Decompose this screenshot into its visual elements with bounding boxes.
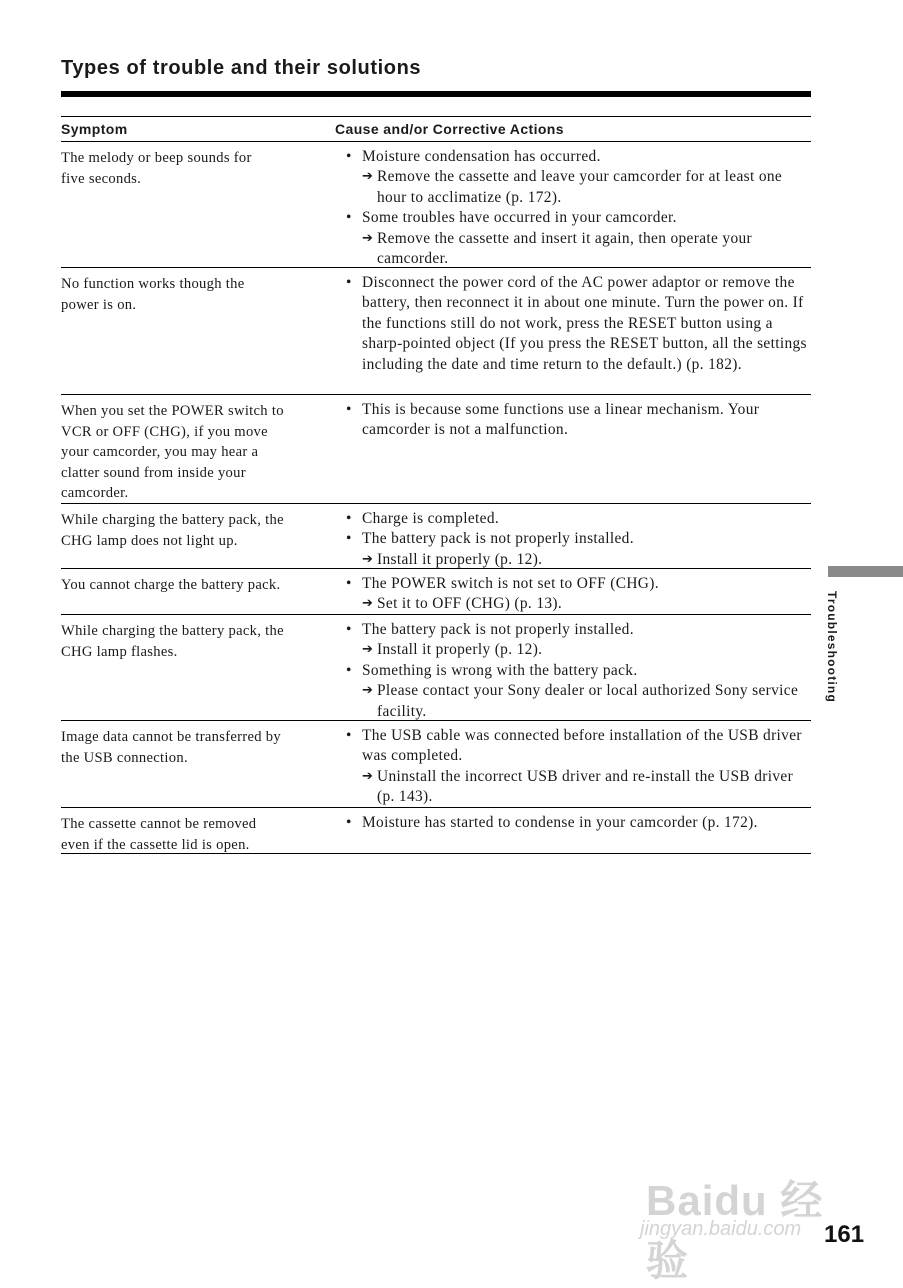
title-rule [61,91,811,97]
bullet-icon: • [346,621,352,638]
cause-bullet [335,529,811,549]
arrow-right-icon: ➔ [362,230,374,246]
cause-bullet [335,273,811,375]
table-row [61,504,811,569]
cause-bullet [335,661,811,681]
table-row [61,721,811,808]
bullet-icon: • [346,401,352,418]
symptom-line: You cannot charge the battery pack. [61,577,281,593]
symptom-line: Image data cannot be transferred by [61,729,281,745]
symptom-line: While charging the battery pack, the [61,512,284,528]
bullet-icon: • [346,530,352,548]
cause-text: Charge is completed. [362,510,500,527]
symptom-line: even if the cassette lid is open. [61,836,250,853]
symptom-line: camcorder. [61,485,129,501]
symptom-cell [61,395,335,503]
cause-text: Moisture condensation has occurred. [362,148,601,165]
action-text: Uninstall the incorrect USB driver and re-install the USB driver (p. 143). [377,767,794,806]
corrective-action [335,594,811,614]
table-row [61,268,811,395]
cause-cell [335,615,811,720]
cause-text: Disconnect the power cord of the AC power adaptor or remove the battery, then reconnect it in about one minute. Turn the power on. If the functions still do not work, press the RESET button using a sharp-pointed object (If you press the RESET button, all the settings including the date and time return to the default.) (p. 182). [362,274,807,373]
trouble-table [61,116,811,854]
symptom-line: five seconds. [61,170,142,187]
arrow-right-icon: ➔ [362,683,374,699]
symptom-line: CHG lamp flashes. [61,643,178,660]
arrow-right-icon: ➔ [362,768,374,784]
symptom-line: VCR or OFF (CHG), if you move [61,423,268,440]
arrow-right-icon: ➔ [362,551,374,567]
cause-text: This is because some functions use a linear mechanism. Your camcorder is not a malfunction. [362,401,760,439]
action-text: Remove the cassette and insert it again, then operate your camcorder. [377,229,753,268]
table-header [61,117,811,142]
symptom-line: clatter sound from inside your [61,464,246,481]
symptom-line: CHG lamp does not light up. [61,532,238,549]
bullet-icon: • [346,727,352,744]
corrective-action [335,681,811,722]
table-row [61,395,811,504]
watermark-url: jingyan.baidu.com [640,1218,802,1240]
bullet-icon: • [346,661,352,679]
page-number: 161 [824,1221,865,1248]
cause-text: The USB cable was connected before installation of the USB driver was completed. [362,727,802,765]
arrow-right-icon: ➔ [362,596,374,612]
action-text: Install it properly (p. 12). [377,550,543,568]
bullet-icon: • [346,274,352,291]
cause-cell [335,569,811,614]
symptom-line: While charging the battery pack, the [61,623,284,639]
symptom-cell [61,808,335,853]
symptom-cell [61,268,335,394]
cause-text: The battery pack is not properly installed. [362,621,634,638]
symptom-line: power is on. [61,296,137,313]
section-label: Troubleshooting [825,591,839,703]
symptom-cell [61,504,335,568]
cause-bullet [335,813,811,833]
cause-cell [335,721,811,807]
symptom-line: When you set the POWER switch to [61,403,284,419]
symptom-cell [61,615,335,720]
symptom-line: The cassette cannot be removed [61,816,257,832]
cause-text: Some troubles have occurred in your camcorder. [362,209,677,227]
table-row [61,615,811,721]
cause-cell [335,142,811,267]
cause-cell [335,504,811,568]
bullet-icon: • [346,575,352,592]
cause-bullet [335,208,811,228]
bullet-icon: • [346,148,352,165]
corrective-action [335,767,811,808]
bullet-icon: • [346,814,352,831]
page-title: Types of trouble and their solutions [61,57,422,79]
action-text: Remove the cassette and leave your camcorder for at least one hour to acclimatize (p. 172). [377,168,783,206]
cause-text: Something is wrong with the battery pack. [362,661,638,679]
cause-bullet [335,726,811,767]
arrow-right-icon: ➔ [362,642,374,658]
header-symptom: Symptom [61,121,128,137]
corrective-action [335,550,811,570]
symptom-line: The melody or beep sounds for [61,150,252,166]
watermark-logo: Baidu 经验 [646,1177,824,1284]
cause-bullet [335,147,811,167]
cause-bullet [335,620,811,640]
corrective-action [335,229,811,270]
cause-bullet [335,400,811,441]
cause-text: The battery pack is not properly installed. [362,530,634,548]
cause-cell [335,268,811,394]
action-text: Please contact your Sony dealer or local authorized Sony service facility. [377,682,799,720]
corrective-action [335,167,811,208]
symptom-line: No function works though the [61,276,245,292]
section-tab [828,566,903,577]
cause-cell [335,808,811,853]
cause-cell [335,395,811,503]
table-row [61,569,811,615]
header-cause: Cause and/or Corrective Actions [335,121,564,137]
table-body [61,142,811,854]
symptom-cell [61,569,335,614]
cause-bullet [335,574,811,594]
table-row [61,808,811,854]
bullet-icon: • [346,209,352,227]
arrow-right-icon: ➔ [362,169,374,185]
cause-bullet [335,509,811,529]
symptom-cell [61,142,335,267]
symptom-line: the USB connection. [61,749,188,766]
symptom-cell [61,721,335,807]
cause-text: The POWER switch is not set to OFF (CHG). [362,575,659,592]
symptom-line: your camcorder, you may hear a [61,444,259,460]
table-row [61,142,811,268]
cause-text: Moisture has started to condense in your camcorder (p. 172). [362,814,758,831]
action-text: Set it to OFF (CHG) (p. 13). [377,595,563,613]
bullet-icon: • [346,510,352,527]
action-text: Install it properly (p. 12). [377,641,543,659]
corrective-action [335,640,811,660]
